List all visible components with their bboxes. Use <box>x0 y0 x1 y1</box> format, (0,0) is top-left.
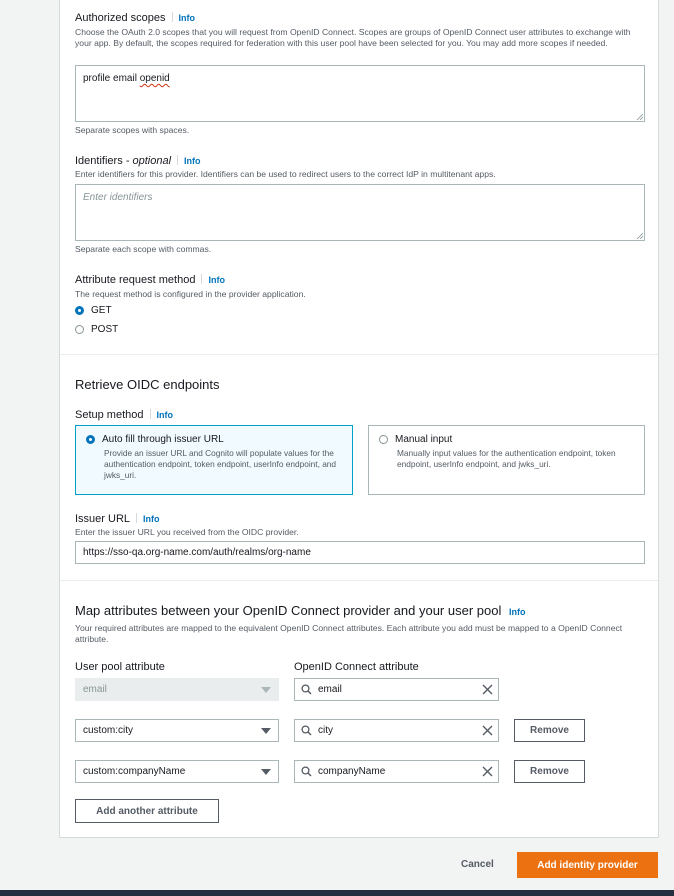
radio-get-label: GET <box>91 305 112 316</box>
user-pool-attribute-value: custom:companyName <box>83 766 186 777</box>
mapping-description: Your required attributes are mapped to the equivalent OpenID Connect attributes. Each attribute you add must be mapped to a OpenID Connect attribute. <box>75 623 623 644</box>
request-method-description: The request method is configured in the provider application. <box>75 289 306 299</box>
issuer-url-label-row <box>75 513 160 525</box>
oidc-attribute-value: email <box>318 684 342 695</box>
clear-icon[interactable] <box>482 684 493 695</box>
tile-auto-fill-radio[interactable] <box>86 435 95 444</box>
user-pool-attribute-select[interactable] <box>75 719 279 742</box>
tile-manual-input-description: Manually input values for the authentication endpoint, token endpoint, userInfo endpoint, and jwks_uri. <box>397 448 616 469</box>
radio-post-label: POST <box>91 324 119 335</box>
oidc-attribute-input[interactable] <box>294 678 499 701</box>
scopes-label: Authorized scopes <box>75 12 166 24</box>
setup-method-info-link[interactable]: Info <box>156 410 173 420</box>
scopes-textarea[interactable] <box>75 65 645 122</box>
clear-icon[interactable] <box>482 766 493 777</box>
tile-manual-input-radio[interactable] <box>379 435 388 444</box>
oidc-attribute-input[interactable] <box>294 760 499 783</box>
remove-button[interactable]: Remove <box>514 719 585 742</box>
caret-down-icon <box>261 728 271 734</box>
search-icon <box>301 766 312 777</box>
search-icon <box>301 684 312 695</box>
radio-post[interactable] <box>75 324 118 335</box>
setup-method-label: Setup method <box>75 409 144 421</box>
oidc-attribute-input[interactable] <box>294 719 499 742</box>
mapping-info-link[interactable]: Info <box>508 607 526 617</box>
radio-get[interactable] <box>75 305 112 316</box>
mapping-title: Map attributes between your OpenID Connect provider and your user pool <box>75 603 502 618</box>
scopes-info-link[interactable]: Info <box>178 13 195 23</box>
identifiers-info-link[interactable]: Info <box>184 156 201 166</box>
identifiers-textarea[interactable] <box>75 184 645 241</box>
resize-handle-icon[interactable] <box>636 232 643 239</box>
remove-button[interactable]: Remove <box>514 760 585 783</box>
mapping-title-row <box>75 603 525 618</box>
tile-manual-input[interactable] <box>368 425 645 495</box>
issuer-url-label: Issuer URL <box>75 513 131 525</box>
oidc-attribute-value: city <box>318 725 333 736</box>
request-method-label: Attribute request method <box>75 274 196 286</box>
resize-handle-icon[interactable] <box>636 113 643 120</box>
oidc-attribute-value: companyName <box>318 766 386 777</box>
section-divider <box>60 580 658 581</box>
add-another-attribute-button[interactable]: Add another attribute <box>75 799 219 823</box>
scopes-label-row <box>75 12 195 24</box>
scopes-value-misspelled: openid <box>139 73 170 84</box>
identifiers-hint: Separate each scope with commas. <box>75 244 212 254</box>
radio-get-indicator[interactable] <box>75 306 84 315</box>
clear-icon[interactable] <box>482 725 493 736</box>
bottom-bar <box>0 890 674 896</box>
tile-manual-input-title: Manual input <box>395 434 453 445</box>
user-pool-attribute-value: custom:city <box>83 725 134 736</box>
scopes-value: profile email <box>83 73 140 84</box>
endpoints-title: Retrieve OIDC endpoints <box>75 377 220 392</box>
section-divider <box>60 354 658 355</box>
setup-method-label-row <box>75 409 173 421</box>
tile-auto-fill[interactable] <box>75 425 353 495</box>
issuer-url-input[interactable]: https://sso-qa.org-name.com/auth/realms/org-name <box>75 541 645 564</box>
identity-provider-form-panel <box>59 0 659 838</box>
tile-auto-fill-description: Provide an issuer URL and Cognito will populate values for the authentication endpoint, token endpoint, userInfo endpoint, and jwks_uri. <box>104 448 337 480</box>
issuer-url-description: Enter the issuer URL you received from the OIDC provider. <box>75 527 299 537</box>
scopes-hint: Separate scopes with spaces. <box>75 125 190 135</box>
col-user-pool-attribute: User pool attribute <box>75 661 165 673</box>
user-pool-attribute-select[interactable] <box>75 760 279 783</box>
identifiers-label-row <box>75 155 201 167</box>
request-method-label-row <box>75 274 225 286</box>
issuer-url-info-link[interactable]: Info <box>143 514 160 524</box>
request-method-info-link[interactable]: Info <box>208 275 225 285</box>
identifiers-placeholder: Enter identifiers <box>83 192 153 203</box>
user-pool-attribute-value: email <box>83 684 107 695</box>
caret-down-icon <box>261 687 271 693</box>
identifiers-description: Enter identifiers for this provider. Identifiers can be used to redirect users to the correct IdP in multitenant apps. <box>75 169 496 179</box>
scopes-description: Choose the OAuth 2.0 scopes that you will request from OpenID Connect. Scopes are groups of OpenID Connect user attributes to exchange with your app. By default, the scopes required for federation with this user pool have been selected for you. You may add more scopes if needed. <box>75 27 631 48</box>
radio-post-indicator[interactable] <box>75 325 84 334</box>
identifiers-label: Identifiers <box>75 155 123 167</box>
add-identity-provider-button[interactable]: Add identity provider <box>517 852 658 878</box>
tile-auto-fill-title: Auto fill through issuer URL <box>102 434 224 445</box>
cancel-button[interactable]: Cancel <box>461 859 494 870</box>
col-oidc-attribute: OpenID Connect attribute <box>294 661 419 673</box>
caret-down-icon <box>261 769 271 775</box>
search-icon <box>301 725 312 736</box>
identifiers-optional: - optional <box>125 155 172 167</box>
user-pool-attribute-select <box>75 678 279 701</box>
